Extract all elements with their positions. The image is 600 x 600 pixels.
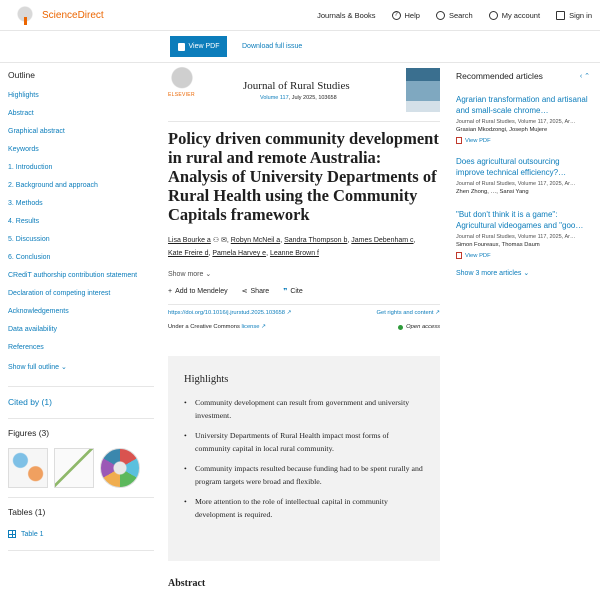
journal-header xyxy=(168,66,440,122)
author-link[interactable]: Pamela Harvey e xyxy=(212,250,267,257)
cite-button[interactable] xyxy=(283,287,303,295)
share-icon: ⋖ xyxy=(241,288,248,295)
figure-thumbnail[interactable] xyxy=(100,448,140,488)
recommended-article xyxy=(456,94,590,144)
article-title: Policy driven community development in rural and remote Australia: Analysis of University Departments of Rural Health using the Community Capitals framework xyxy=(168,129,439,224)
issue-date: , July 2025, 103658 xyxy=(288,95,337,101)
abstract-heading: Abstract xyxy=(168,578,206,589)
journal-details xyxy=(260,95,337,101)
elsevier-tree-icon xyxy=(168,66,196,92)
tool-label: Cite xyxy=(290,287,303,295)
recommended-articles-panel xyxy=(456,66,590,277)
recommended-view-pdf-link[interactable] xyxy=(456,137,590,144)
brand-name: ScienceDirect xyxy=(42,9,104,21)
recommended-header xyxy=(456,66,590,86)
outline-item[interactable]: Keywords xyxy=(8,146,39,153)
publisher-name: ELSEVIER xyxy=(168,92,195,98)
elsevier-logo[interactable] xyxy=(168,66,198,102)
person-icon: ⚇ xyxy=(212,237,220,244)
highlight-item: • University Departments of Rural Health impact most forms of community capital in local rural community. xyxy=(184,430,424,455)
chevron-left-icon[interactable]: ‹ xyxy=(579,73,583,80)
divider xyxy=(8,418,154,419)
figure-thumbnail[interactable] xyxy=(8,448,48,488)
nav-journals-books[interactable] xyxy=(317,11,375,20)
outline-item[interactable]: Data availability xyxy=(8,326,58,333)
top-bar xyxy=(0,0,600,31)
tool-label: Add to Mendeley xyxy=(175,287,228,295)
outline-item[interactable]: Declaration of competing interest xyxy=(8,290,111,297)
outline-item[interactable]: 6. Conclusion xyxy=(8,254,51,261)
license-link[interactable]: license xyxy=(241,324,260,330)
author-link[interactable]: Sandra Thompson b xyxy=(284,237,348,244)
view-pdf-button[interactable] xyxy=(170,36,227,57)
license-row xyxy=(168,324,440,330)
outline-panel xyxy=(8,70,154,371)
institution-icon xyxy=(556,11,565,20)
view-pdf-label: View PDF xyxy=(465,137,491,144)
recommended-article-authors: Simon Foureaux, Thomas Daum xyxy=(456,242,540,248)
outline-item[interactable]: 1. Introduction xyxy=(8,164,53,171)
outline-item[interactable]: Highlights xyxy=(8,92,39,99)
figures-heading: Figures (3) xyxy=(8,428,50,438)
doi-link[interactable] xyxy=(168,310,291,316)
recommended-article-authors: Grasian Mkodzongi, Joseph Mujere xyxy=(456,127,548,133)
highlight-item: • Community impacts resulted because funding had to be spent rurally and program targets were broad and flexible. xyxy=(184,463,424,488)
author-link[interactable]: Leanne Brown f xyxy=(269,250,319,257)
external-link-icon: ↗ xyxy=(261,324,267,330)
sciencedirect-logo[interactable] xyxy=(14,5,104,25)
view-pdf-label: View PDF xyxy=(465,252,491,259)
show-more-button[interactable] xyxy=(168,270,440,278)
open-access-icon xyxy=(398,325,403,330)
tool-label: Share xyxy=(250,287,270,295)
get-rights-link[interactable] xyxy=(376,310,440,316)
cited-by-link[interactable]: Cited by (1) xyxy=(8,397,52,407)
tables-heading: Tables (1) xyxy=(8,507,46,517)
nav-help[interactable] xyxy=(392,11,420,20)
email-icon: ✉ xyxy=(221,237,227,244)
show-full-outline-link[interactable] xyxy=(8,364,67,371)
rights-text: Get rights and content xyxy=(376,310,434,316)
highlights-list xyxy=(184,397,424,521)
user-icon xyxy=(489,11,498,20)
author-list: Lisa Bourke a ⚇ ✉, Robyn McNeil a, Sandra Thompson b, James Debenham c, Kate Freire d, Pamela Harvey e, Leanne Brown f xyxy=(168,237,416,257)
author-link[interactable]: Robyn McNeil a xyxy=(230,237,281,244)
top-nav xyxy=(317,0,592,31)
outline-item[interactable]: 4. Results xyxy=(8,218,40,225)
volume-link[interactable]: Volume 117 xyxy=(260,95,289,101)
recommended-article-title[interactable]: "But don't think it is a game": Agricultural videogames and "goo… xyxy=(456,210,584,230)
article-tools xyxy=(168,287,440,295)
search-icon xyxy=(436,11,445,20)
outline-item[interactable]: Graphical abstract xyxy=(8,128,65,135)
nav-search[interactable] xyxy=(436,11,473,20)
external-link-icon: ↗ xyxy=(435,310,440,316)
download-full-issue-link[interactable]: Download full issue xyxy=(242,43,303,50)
quote-icon: ❞ xyxy=(283,288,288,295)
share-button[interactable] xyxy=(242,287,270,295)
open-access-badge xyxy=(398,324,440,330)
highlight-item: • More attention to the role of intellectual capital in community development is required. xyxy=(184,496,424,521)
divider xyxy=(8,386,154,387)
nav-label: Search xyxy=(448,11,473,20)
nav-my-account[interactable] xyxy=(489,11,540,20)
author-link[interactable]: Lisa Bourke a xyxy=(168,237,211,244)
nav-label: Help xyxy=(404,11,420,20)
plus-icon: + xyxy=(168,287,173,295)
view-pdf-label: View PDF xyxy=(188,43,220,50)
table-link-label: Table 1 xyxy=(21,530,44,538)
article-action-bar xyxy=(0,31,600,63)
chevron-down-icon: ⌄ xyxy=(60,364,67,371)
recommended-article-meta: Journal of Rural Studies, Volume 117, 2025, Ar… xyxy=(456,119,576,125)
chevron-up-icon[interactable]: ⌃ xyxy=(584,73,590,80)
show-more-articles-link[interactable] xyxy=(456,269,590,277)
elsevier-tree-icon xyxy=(14,5,36,25)
outline-title: Outline xyxy=(8,70,35,80)
license-text xyxy=(168,324,266,330)
recommended-article-title[interactable]: Agrarian transformation and artisanal and small-scale chrome… xyxy=(456,95,588,115)
recommended-article-authors: Zhen Zhong, …, Sansi Yang xyxy=(456,189,529,195)
pdf-icon xyxy=(456,137,462,144)
journal-cover-image[interactable] xyxy=(406,68,440,112)
license-prefix: Under a Creative Commons xyxy=(168,324,240,330)
outline-item[interactable]: 3. Methods xyxy=(8,200,43,207)
doi-row xyxy=(168,304,440,316)
doi-text: https://doi.org/10.1016/j.jrurstud.2025.103658 xyxy=(168,310,285,316)
outline-item[interactable]: 5. Discussion xyxy=(8,236,50,243)
recommended-title: Recommended articles xyxy=(456,71,543,81)
outline-item[interactable]: References xyxy=(8,344,44,351)
recommended-article-meta: Journal of Rural Studies, Volume 117, 2025, Ar… xyxy=(456,181,576,187)
journal-title-link[interactable]: Journal of Rural Studies xyxy=(243,80,350,92)
divider xyxy=(8,497,154,498)
outline-item[interactable]: CRediT authorship contribution statement xyxy=(8,272,138,279)
recommended-article xyxy=(456,209,590,259)
table-1-link[interactable] xyxy=(8,530,44,538)
author-link[interactable]: Kate Freire d xyxy=(168,250,209,257)
show-full-outline-label: Show full outline xyxy=(8,364,59,371)
chevron-down-icon: ⌄ xyxy=(523,270,530,277)
recommended-article-meta: Journal of Rural Studies, Volume 117, 2025, Ar… xyxy=(456,234,576,240)
highlights-title: Highlights xyxy=(184,374,229,385)
highlight-item: • Community development can result from government and university investment. xyxy=(184,397,424,422)
show-more-articles-label: Show 3 more articles xyxy=(456,270,522,277)
nav-label: My account xyxy=(501,11,541,20)
outline-item[interactable]: Abstract xyxy=(8,110,34,117)
nav-label: Sign in xyxy=(569,11,592,20)
help-icon: ? xyxy=(392,11,401,20)
open-access-label: Open access xyxy=(406,324,440,330)
figure-thumbnail[interactable] xyxy=(54,448,94,488)
recommended-view-pdf-link[interactable] xyxy=(456,252,590,259)
add-to-mendeley-button[interactable] xyxy=(168,288,228,295)
article-header xyxy=(168,66,440,330)
show-more-label: Show more xyxy=(168,271,204,278)
chevron-down-icon: ⌄ xyxy=(205,271,212,278)
divider xyxy=(8,550,154,551)
author-link[interactable]: James Debenham c xyxy=(351,237,414,244)
pdf-icon xyxy=(456,252,462,259)
outline-item[interactable]: 2. Background and approach xyxy=(8,182,98,189)
recommended-article xyxy=(456,156,590,195)
nav-sign-in[interactable] xyxy=(556,11,592,20)
outline-item[interactable]: Acknowledgements xyxy=(8,308,69,315)
nav-label: Journals & Books xyxy=(317,11,376,20)
pdf-icon xyxy=(178,43,185,51)
external-link-icon: ↗ xyxy=(286,310,292,316)
highlights-box xyxy=(168,356,440,561)
recommended-controls xyxy=(580,72,590,80)
recommended-article-title[interactable]: Does agricultural outsourcing improve technical efficiency?… xyxy=(456,157,567,177)
table-icon xyxy=(8,530,16,538)
